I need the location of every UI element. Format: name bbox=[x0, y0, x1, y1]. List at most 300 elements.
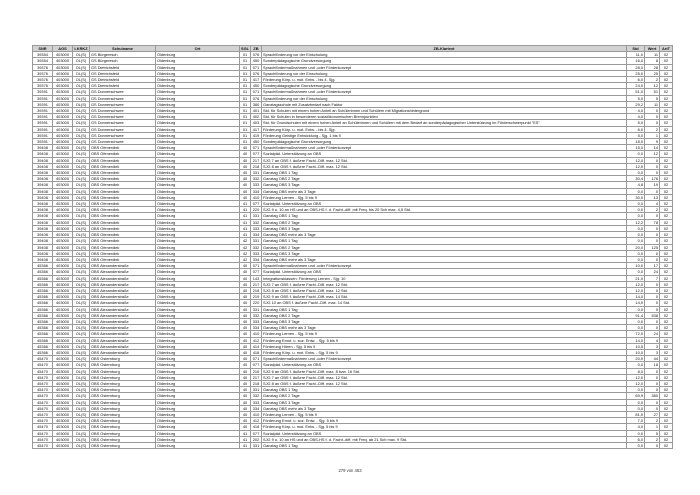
cell-sgl: 40 bbox=[240, 362, 251, 368]
cell-zb-klartext: Sozialpäd. Unterstützung an OBS bbox=[262, 151, 627, 157]
cell-sgl: 40 bbox=[240, 349, 251, 355]
cell-artt: 02 bbox=[660, 443, 673, 449]
cell-sgl: 41 bbox=[240, 443, 251, 449]
cell-ags: 403000 bbox=[53, 145, 73, 151]
cell-zb: 077 bbox=[251, 151, 262, 157]
cell-ags: 403000 bbox=[53, 287, 73, 293]
cell-wert: 0 bbox=[645, 374, 660, 380]
cell-sgl: 41 bbox=[240, 201, 251, 207]
cell-ort: Oldenburg bbox=[156, 170, 240, 176]
cell-lkrkz: OL(S) bbox=[73, 170, 90, 176]
cell-wert: 24 bbox=[645, 269, 660, 275]
cell-zb: 417 bbox=[251, 126, 262, 132]
cell-snr: 45470 bbox=[33, 411, 53, 417]
cell-artt: 02 bbox=[660, 151, 673, 157]
cell-schulname: OBS Ofenerdiek bbox=[90, 250, 156, 256]
cell-std: 69,9 bbox=[627, 393, 645, 399]
cell-schulname: OBS Ofenerdiek bbox=[90, 176, 156, 182]
cell-schulname: OBS Alexanderstraße bbox=[90, 343, 156, 349]
cell-lkrkz: OL(S) bbox=[73, 331, 90, 337]
cell-wert: 25 bbox=[645, 70, 660, 76]
cell-std: 24,0 bbox=[627, 83, 645, 89]
cell-lkrkz: OL(S) bbox=[73, 380, 90, 386]
cell-wert: 4 bbox=[645, 201, 660, 207]
cell-snr: 39408 bbox=[33, 225, 53, 231]
cell-lkrkz: OL(S) bbox=[73, 188, 90, 194]
cell-std: 12,2 bbox=[627, 219, 645, 225]
cell-artt: 02 bbox=[660, 83, 673, 89]
cell-snr: 39391 bbox=[33, 95, 53, 101]
cell-wert: 11 bbox=[645, 52, 660, 58]
cell-sgl: 40 bbox=[240, 145, 251, 151]
cell-zb-klartext: Sprachfördermaßnahmen und -oder Förderkonzept bbox=[262, 64, 627, 70]
cell-zb-klartext: Ganztag OBS 1 Tag bbox=[262, 387, 627, 393]
cell-ort: Oldenburg bbox=[156, 77, 240, 83]
cell-zb-klartext: Ganztag OBS 3 Tage bbox=[262, 318, 627, 324]
cell-lkrkz: OL(S) bbox=[73, 318, 90, 324]
cell-sgl: 01 bbox=[240, 126, 251, 132]
cell-wert: 0 bbox=[645, 405, 660, 411]
cell-std: 12,0 bbox=[627, 374, 645, 380]
cell-wert: 0 bbox=[645, 225, 660, 231]
cell-wert: 0 bbox=[645, 287, 660, 293]
cell-wert: 0 bbox=[645, 250, 660, 256]
cell-ort: Oldenburg bbox=[156, 325, 240, 331]
cell-lkrkz: OL(S) bbox=[73, 312, 90, 318]
cell-snr: 39408 bbox=[33, 188, 53, 194]
cell-ort: Oldenburg bbox=[156, 362, 240, 368]
cell-artt: 02 bbox=[660, 424, 673, 430]
cell-ort: Oldenburg bbox=[156, 70, 240, 76]
cell-zb: 380 bbox=[251, 101, 262, 107]
cell-schulname: OBS Osternburg bbox=[90, 399, 156, 405]
cell-schulname: OBS Osternburg bbox=[90, 380, 156, 386]
cell-std: 18,0 bbox=[627, 139, 645, 145]
cell-schulname: OBS Osternburg bbox=[90, 362, 156, 368]
cell-lkrkz: OL(S) bbox=[73, 219, 90, 225]
cell-snr: 39376 bbox=[33, 70, 53, 76]
cell-std: 16,0 bbox=[627, 58, 645, 64]
cell-zb-klartext: Ganztag OBS mehr als 3 Tage bbox=[262, 232, 627, 238]
cell-snr: 39408 bbox=[33, 176, 53, 182]
cell-zb: 331 bbox=[251, 443, 262, 449]
cell-zb: 076 bbox=[251, 52, 262, 58]
cell-schulname: OBS Ofenerdiek bbox=[90, 194, 156, 200]
cell-sgl: 42 bbox=[240, 244, 251, 250]
cell-schulname: GS Dietrichsfeld bbox=[90, 77, 156, 83]
cell-zb-klartext: Sprachfördermaßnahmen und -oder Förderkonzept bbox=[262, 356, 627, 362]
cell-schulname: OBS Osternburg bbox=[90, 387, 156, 393]
cell-schulname: GS Donnerschwee bbox=[90, 114, 156, 120]
cell-artt: 02 bbox=[660, 89, 673, 95]
cell-zb: 334 bbox=[251, 405, 262, 411]
cell-snr: 39408 bbox=[33, 219, 53, 225]
cell-ort: Oldenburg bbox=[156, 238, 240, 244]
cell-ags: 403000 bbox=[53, 126, 73, 132]
cell-snr: 39408 bbox=[33, 201, 53, 207]
cell-zb: 450 bbox=[251, 83, 262, 89]
cell-std: 72,0 bbox=[627, 331, 645, 337]
cell-std: 0,0 bbox=[627, 443, 645, 449]
cell-lkrkz: OL(S) bbox=[73, 77, 90, 83]
cell-wert: 78 bbox=[645, 219, 660, 225]
cell-snr: 39391 bbox=[33, 101, 53, 107]
cell-zb-klartext: Ganztag OBS 2 Tage bbox=[262, 393, 627, 399]
cell-wert: 0 bbox=[645, 213, 660, 219]
cell-zb-klartext: Ganztag OBS 1 Tag bbox=[262, 306, 627, 312]
cell-schulname: OBS Osternburg bbox=[90, 443, 156, 449]
cell-ort: Oldenburg bbox=[156, 145, 240, 151]
cell-ort: Oldenburg bbox=[156, 263, 240, 269]
cell-wert: 51 bbox=[645, 89, 660, 95]
cell-wert: 8 bbox=[645, 58, 660, 64]
cell-lkrkz: OL(S) bbox=[73, 157, 90, 163]
cell-schulname: OBS Ofenerdiek bbox=[90, 188, 156, 194]
cell-wert: 0 bbox=[645, 443, 660, 449]
cell-schulname: OBS Osternburg bbox=[90, 374, 156, 380]
cell-snr: 45366 bbox=[33, 281, 53, 287]
cell-ort: Oldenburg bbox=[156, 418, 240, 424]
cell-ags: 403000 bbox=[53, 275, 73, 281]
cell-artt: 02 bbox=[660, 349, 673, 355]
cell-zb: 410 bbox=[251, 194, 262, 200]
cell-sgl: 41 bbox=[240, 219, 251, 225]
cell-std: 14,0 bbox=[627, 337, 645, 343]
cell-wert: 380 bbox=[645, 393, 660, 399]
cell-artt: 02 bbox=[660, 368, 673, 374]
cell-ort: Oldenburg bbox=[156, 101, 240, 107]
cell-ags: 403000 bbox=[53, 176, 73, 182]
cell-lkrkz: OL(S) bbox=[73, 64, 90, 70]
cell-sgl: 40 bbox=[240, 269, 251, 275]
cell-ort: Oldenburg bbox=[156, 58, 240, 64]
cell-zb: 331 bbox=[251, 306, 262, 312]
cell-schulname: OBS Alexanderstraße bbox=[90, 312, 156, 318]
cell-wert: 19 bbox=[645, 182, 660, 188]
cell-zb-klartext: SJG 7 an OBS f. äußere Fachl.-Diff. max. 12 Std. bbox=[262, 374, 627, 380]
cell-zb-klartext: Ganztag OBS 3 Tage bbox=[262, 182, 627, 188]
cell-lkrkz: OL(S) bbox=[73, 58, 90, 64]
cell-ort: Oldenburg bbox=[156, 300, 240, 306]
cell-ags: 403000 bbox=[53, 108, 73, 114]
cell-ort: Oldenburg bbox=[156, 207, 240, 213]
cell-schulname: OBS Alexanderstraße bbox=[90, 294, 156, 300]
cell-ort: Oldenburg bbox=[156, 337, 240, 343]
cell-wert: 0 bbox=[645, 294, 660, 300]
cell-std: 11,0 bbox=[627, 52, 645, 58]
cell-sgl: 40 bbox=[240, 170, 251, 176]
cell-ort: Oldenburg bbox=[156, 139, 240, 145]
cell-snr: 45366 bbox=[33, 275, 53, 281]
cell-std: 4,0 bbox=[627, 108, 645, 114]
cell-wert: 0 bbox=[645, 368, 660, 374]
cell-zb-klartext: Sprachfördermaßnahmen und -oder Förderkonzept bbox=[262, 263, 627, 269]
cell-lkrkz: OL(S) bbox=[73, 300, 90, 306]
cell-ort: Oldenburg bbox=[156, 64, 240, 70]
cell-snr: 39408 bbox=[33, 238, 53, 244]
cell-schulname: OBS Alexanderstraße bbox=[90, 318, 156, 324]
cell-zb-klartext: Förderung Geistige Entwicklung - Sjg. 1 bis 9 bbox=[262, 132, 627, 138]
cell-lkrkz: OL(S) bbox=[73, 108, 90, 114]
cell-wert: 1 bbox=[645, 132, 660, 138]
cell-snr: 45470 bbox=[33, 430, 53, 436]
cell-schulname: OBS Ofenerdiek bbox=[90, 145, 156, 151]
cell-zb: 450 bbox=[251, 58, 262, 64]
cell-artt: 02 bbox=[660, 64, 673, 70]
cell-sgl: 41 bbox=[240, 430, 251, 436]
cell-lkrkz: OL(S) bbox=[73, 287, 90, 293]
cell-zb-klartext: Ganztag OBS 1 Tag bbox=[262, 443, 627, 449]
cell-zb-klartext: Förderung Emot. u. soz. Entw. - Sjg. 5 bis 9 bbox=[262, 337, 627, 343]
cell-wert: 12 bbox=[645, 83, 660, 89]
cell-ort: Oldenburg bbox=[156, 256, 240, 262]
cell-snr: 39408 bbox=[33, 250, 53, 256]
cell-ort: Oldenburg bbox=[156, 108, 240, 114]
cell-wert: 2 bbox=[645, 418, 660, 424]
cell-ags: 403000 bbox=[53, 52, 73, 58]
cell-sgl: 41 bbox=[240, 232, 251, 238]
cell-ort: Oldenburg bbox=[156, 114, 240, 120]
cell-schulname: OBS Osternburg bbox=[90, 418, 156, 424]
cell-artt: 02 bbox=[660, 263, 673, 269]
cell-ags: 403000 bbox=[53, 281, 73, 287]
cell-snr: 45366 bbox=[33, 300, 53, 306]
cell-lkrkz: OL(S) bbox=[73, 387, 90, 393]
cell-ort: Oldenburg bbox=[156, 331, 240, 337]
cell-snr: 45470 bbox=[33, 436, 53, 442]
cell-artt: 02 bbox=[660, 70, 673, 76]
cell-std: 5,0 bbox=[627, 120, 645, 126]
cell-artt: 02 bbox=[660, 244, 673, 250]
cell-sgl: 01 bbox=[240, 58, 251, 64]
cell-std: 30,0 bbox=[627, 194, 645, 200]
cell-sgl: 40 bbox=[240, 263, 251, 269]
cell-wert: 0 bbox=[645, 281, 660, 287]
cell-zb: 071 bbox=[251, 263, 262, 269]
cell-zb: 333 bbox=[251, 250, 262, 256]
cell-ort: Oldenburg bbox=[156, 201, 240, 207]
cell-wert: 24 bbox=[645, 331, 660, 337]
cell-wert: 2 bbox=[645, 207, 660, 213]
cell-schulname: GS Bürgeresch bbox=[90, 52, 156, 58]
cell-sgl: 40 bbox=[240, 337, 251, 343]
cell-artt: 02 bbox=[660, 157, 673, 163]
cell-snr: 39391 bbox=[33, 108, 53, 114]
cell-artt: 02 bbox=[660, 238, 673, 244]
cell-zb-klartext: Sonderpädagogische Grundversorgung bbox=[262, 58, 627, 64]
cell-std: 20,0 bbox=[627, 244, 645, 250]
cell-wert: 538 bbox=[645, 312, 660, 318]
cell-schulname: OBS Ofenerdiek bbox=[90, 182, 156, 188]
cell-ort: Oldenburg bbox=[156, 269, 240, 275]
cell-schulname: OBS Osternburg bbox=[90, 356, 156, 362]
cell-lkrkz: OL(S) bbox=[73, 194, 90, 200]
cell-lkrkz: OL(S) bbox=[73, 232, 90, 238]
cell-schulname: OBS Ofenerdiek bbox=[90, 219, 156, 225]
table-row bbox=[33, 443, 673, 449]
cell-ort: Oldenburg bbox=[156, 387, 240, 393]
cell-lkrkz: OL(S) bbox=[73, 399, 90, 405]
cell-lkrkz: OL(S) bbox=[73, 120, 90, 126]
cell-ort: Oldenburg bbox=[156, 405, 240, 411]
cell-schulname: OBS Osternburg bbox=[90, 405, 156, 411]
cell-snr: 39391 bbox=[33, 114, 53, 120]
cell-sgl: 01 bbox=[240, 101, 251, 107]
cell-ags: 403000 bbox=[53, 331, 73, 337]
cell-artt: 02 bbox=[660, 275, 673, 281]
cell-sgl: 40 bbox=[240, 151, 251, 157]
cell-zb: 332 bbox=[251, 312, 262, 318]
cell-sgl: 40 bbox=[240, 380, 251, 386]
cell-artt: 02 bbox=[660, 331, 673, 337]
cell-artt: 02 bbox=[660, 405, 673, 411]
cell-schulname: OBS Osternburg bbox=[90, 430, 156, 436]
cell-zb: 217 bbox=[251, 281, 262, 287]
cell-std: 4,0 bbox=[627, 114, 645, 120]
cell-zb-klartext: Sozialpäd. Unterstützung an OBS bbox=[262, 269, 627, 275]
cell-ags: 403000 bbox=[53, 325, 73, 331]
cell-ags: 403000 bbox=[53, 64, 73, 70]
cell-schulname: OBS Ofenerdiek bbox=[90, 151, 156, 157]
cell-ort: Oldenburg bbox=[156, 368, 240, 374]
cell-snr: 45366 bbox=[33, 331, 53, 337]
cell-ort: Oldenburg bbox=[156, 157, 240, 163]
cell-lkrkz: OL(S) bbox=[73, 443, 90, 449]
cell-zb-klartext: SJG 9 an OBS f. äußere Fachl.-Diff. max. 14 Std. bbox=[262, 294, 627, 300]
cell-schulname: GS Donnerschwee bbox=[90, 108, 156, 114]
cell-ags: 403000 bbox=[53, 269, 73, 275]
cell-artt: 02 bbox=[660, 132, 673, 138]
cell-zb-klartext: Ganztag OBS mehr als 3 Tage bbox=[262, 405, 627, 411]
cell-zb-klartext: Sonderpädagogische Grundversorgung bbox=[262, 83, 627, 89]
zuschlag-table bbox=[32, 45, 673, 449]
cell-ort: Oldenburg bbox=[156, 188, 240, 194]
cell-ags: 403000 bbox=[53, 163, 73, 169]
cell-ort: Oldenburg bbox=[156, 424, 240, 430]
cell-ags: 403000 bbox=[53, 256, 73, 262]
cell-ort: Oldenburg bbox=[156, 250, 240, 256]
cell-zb-klartext: Förderung Hören - Sjg. 5 bis 9 bbox=[262, 343, 627, 349]
cell-ags: 403000 bbox=[53, 139, 73, 145]
cell-snr: 45470 bbox=[33, 405, 53, 411]
cell-sgl: 40 bbox=[240, 176, 251, 182]
cell-sgl: 40 bbox=[240, 399, 251, 405]
cell-artt: 02 bbox=[660, 145, 673, 151]
cell-snr: 39376 bbox=[33, 64, 53, 70]
cell-zb-klartext: Ganztag OBS 1 Tag bbox=[262, 238, 627, 244]
cell-snr: 39408 bbox=[33, 207, 53, 213]
cell-lkrkz: OL(S) bbox=[73, 101, 90, 107]
cell-zb-klartext: Ganztag OBS mehr als 3 Tage bbox=[262, 188, 627, 194]
cell-ags: 403000 bbox=[53, 337, 73, 343]
cell-zb: 220 bbox=[251, 300, 262, 306]
cell-sgl: 40 bbox=[240, 188, 251, 194]
cell-sgl: 40 bbox=[240, 418, 251, 424]
cell-ort: Oldenburg bbox=[156, 176, 240, 182]
cell-schulname: OBS Osternburg bbox=[90, 368, 156, 374]
cell-sgl: 40 bbox=[240, 194, 251, 200]
cell-artt: 02 bbox=[660, 300, 673, 306]
cell-zb: 219 bbox=[251, 294, 262, 300]
cell-lkrkz: OL(S) bbox=[73, 139, 90, 145]
cell-zb-klartext: SJG 6 an OBS f. äußere Fachl.-Diff. max. 8 bzw. 16 Std. bbox=[262, 368, 627, 374]
cell-artt: 02 bbox=[660, 269, 673, 275]
cell-sgl: 41 bbox=[240, 213, 251, 219]
cell-snr: 45470 bbox=[33, 356, 53, 362]
cell-wert: 0 bbox=[645, 238, 660, 244]
cell-zb: 410 bbox=[251, 331, 262, 337]
cell-snr: 45366 bbox=[33, 263, 53, 269]
cell-zb: 333 bbox=[251, 399, 262, 405]
cell-zb: 417 bbox=[251, 77, 262, 83]
cell-artt: 02 bbox=[660, 114, 673, 120]
cell-std: 51,0 bbox=[627, 89, 645, 95]
cell-snr: 45366 bbox=[33, 318, 53, 324]
table-body bbox=[33, 52, 673, 449]
cell-snr: 39408 bbox=[33, 145, 53, 151]
cell-snr: 45366 bbox=[33, 269, 53, 275]
cell-wert: 2 bbox=[645, 77, 660, 83]
cell-lkrkz: OL(S) bbox=[73, 325, 90, 331]
cell-zb-klartext: Ganztagsschule mit Zusatzbedarf nach Faktor bbox=[262, 101, 627, 107]
cell-zb-klartext: Förderung Lernen - Sjg. 5 bis 9 bbox=[262, 194, 627, 200]
cell-wert: 0 bbox=[645, 306, 660, 312]
cell-std: 0,0 bbox=[627, 430, 645, 436]
cell-schulname: OBS Ofenerdiek bbox=[90, 201, 156, 207]
cell-zb: 220 bbox=[251, 207, 262, 213]
cell-lkrkz: OL(S) bbox=[73, 145, 90, 151]
cell-sgl: 01 bbox=[240, 114, 251, 120]
cell-schulname: OBS Ofenerdiek bbox=[90, 244, 156, 250]
data-sheet bbox=[32, 45, 672, 449]
cell-lkrkz: OL(S) bbox=[73, 70, 90, 76]
cell-lkrkz: OL(S) bbox=[73, 89, 90, 95]
cell-wert: 27 bbox=[645, 411, 660, 417]
cell-ags: 403000 bbox=[53, 443, 73, 449]
cell-snr: 45366 bbox=[33, 337, 53, 343]
cell-ags: 403000 bbox=[53, 356, 73, 362]
cell-zb-klartext: Ganztag OBS 3 Tage bbox=[262, 399, 627, 405]
cell-lkrkz: OL(S) bbox=[73, 83, 90, 89]
cell-std: 21,0 bbox=[627, 275, 645, 281]
cell-std: 0,0 bbox=[627, 170, 645, 176]
cell-sgl: 42 bbox=[240, 238, 251, 244]
cell-sgl: 40 bbox=[240, 163, 251, 169]
cell-ort: Oldenburg bbox=[156, 312, 240, 318]
cell-artt: 02 bbox=[660, 232, 673, 238]
cell-artt: 02 bbox=[660, 52, 673, 58]
cell-schulname: OBS Alexanderstraße bbox=[90, 287, 156, 293]
cell-ags: 403000 bbox=[53, 95, 73, 101]
cell-wert: 14 bbox=[645, 145, 660, 151]
cell-zb: 418 bbox=[251, 424, 262, 430]
cell-artt: 02 bbox=[660, 294, 673, 300]
cell-ort: Oldenburg bbox=[156, 436, 240, 442]
cell-sgl: 01 bbox=[240, 95, 251, 101]
cell-ags: 403000 bbox=[53, 70, 73, 76]
cell-std: 12,0 bbox=[627, 281, 645, 287]
cell-zb: 402 bbox=[251, 114, 262, 120]
cell-std: 0,0 bbox=[627, 318, 645, 324]
cell-artt: 02 bbox=[660, 120, 673, 126]
cell-snr: 39391 bbox=[33, 120, 53, 126]
cell-lkrkz: OL(S) bbox=[73, 337, 90, 343]
cell-sgl: 40 bbox=[240, 157, 251, 163]
cell-snr: 39408 bbox=[33, 194, 53, 200]
cell-artt: 02 bbox=[660, 77, 673, 83]
cell-zb: 334 bbox=[251, 188, 262, 194]
cell-snr: 45366 bbox=[33, 312, 53, 318]
